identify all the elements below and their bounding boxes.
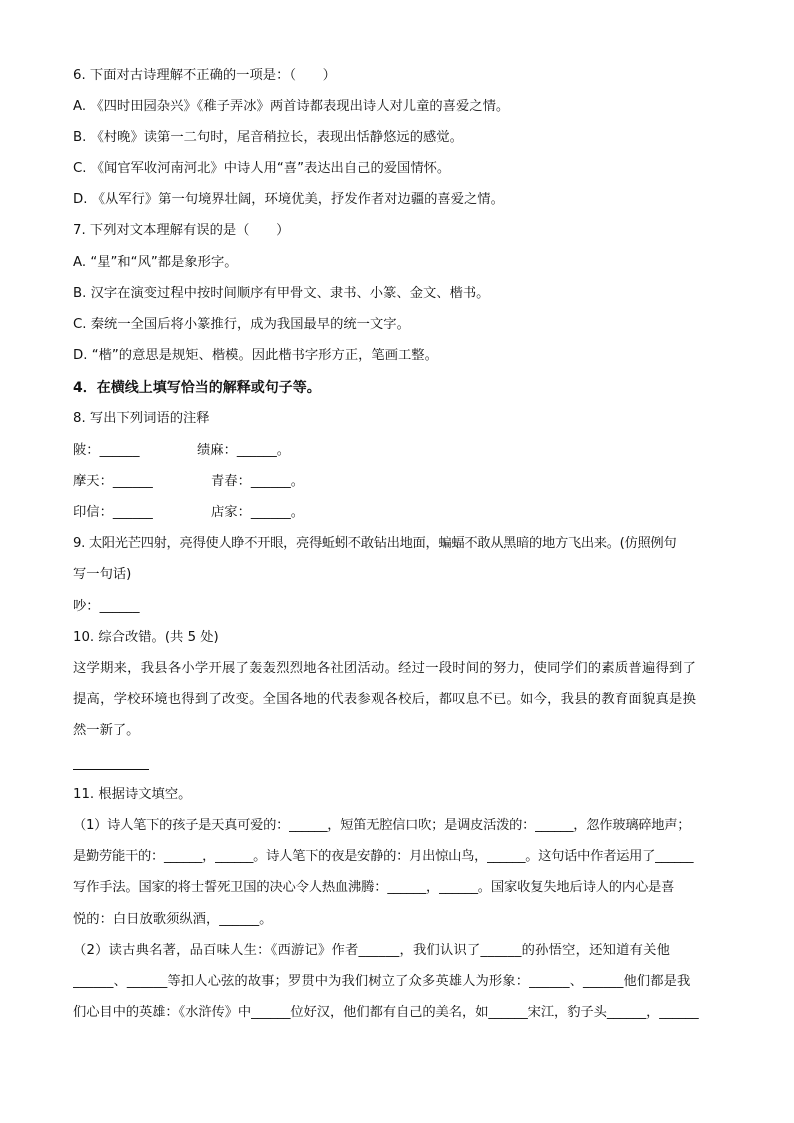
- q8-item: 摩天：______: [73, 474, 153, 489]
- q7-option-d: D. “楷”的意思是规矩、楷模。因此楷书字形方正，笔画工整。: [73, 348, 438, 363]
- q8-row-1: [73, 441, 723, 461]
- q10-answer-line: [73, 769, 149, 770]
- q11-part1-line-1: （1）诗人笔下的孩子是天真可爱的：______，短笛无腔信口吹；是调皮活泼的：______，忽作玻璃碎地声；: [73, 818, 691, 833]
- q11-stem: 11. 根据诗文填空。: [73, 787, 192, 802]
- q6-option-d: D. 《从军行》第一句境界壮阔，环境优美，抒发作者对边疆的喜爱之情。: [73, 192, 504, 207]
- q9-answer: 吵：______: [73, 599, 140, 614]
- q6-option-a: A. 《四时田园杂兴》《稚子弄冰》两首诗都表现出诗人对儿童的喜爱之情。: [73, 99, 510, 114]
- q8-item: 陂：______: [73, 443, 140, 458]
- q8-row-3: [73, 503, 723, 523]
- q8-stem: 8. 写出下列词语的注释: [73, 411, 210, 426]
- q11-part1-line-3: 写作手法。国家的将士誓死卫国的决心令人热血沸腾：______，______。国家收复失地后诗人的内心是喜: [73, 880, 675, 895]
- q11-part1-line-4: 悦的：白日放歌须纵酒，______。: [73, 912, 273, 927]
- q6-option-b: B. 《村晚》读第一二句时，尾音稍拉长，表现出恬静悠远的感觉。: [73, 130, 463, 145]
- q8-item: 店家：______。: [211, 505, 305, 520]
- q7-stem: 7. 下列对文本理解有误的是（ ）: [73, 223, 290, 238]
- q11-part1-line-2: 是勤劳能干的：______，______。诗人笔下的夜是安静的：月出惊山鸟，______。这句话中作者运用了______: [73, 849, 694, 864]
- q10-stem: 10. 综合改错。(共 5 处): [73, 630, 219, 645]
- q11-part2-line-1: （2）读古典名著，品百味人生：《西游记》作者______，我们认识了______的孙悟空，还知道有关他: [73, 943, 671, 958]
- q7-option-c: C. 秦统一全国后将小篆推行，成为我国最早的统一文字。: [73, 317, 410, 332]
- q11-part2-line-3: 们心目中的英雄：《水浒传》中______位好汉，他们都有自己的美名，如______宋江，豹子头______，______: [73, 1005, 699, 1020]
- q7-option-b: B. 汉字在演变过程中按时间顺序有甲骨文、隶书、小篆、金文、楷书。: [73, 286, 490, 301]
- q8-item: 绩麻：______。: [197, 443, 291, 458]
- q10-passage-line-1: 这学期来，我县各小学开展了轰轰烈烈地各社团活动。经过一段时间的努力，使同学们的素质普遍得到了: [73, 661, 697, 676]
- q6-stem: 6. 下面对古诗理解不正确的一项是：（ ）: [73, 68, 336, 83]
- q9-line-1: 9. 太阳光芒四射，亮得使人睁不开眼，亮得蚯蚓不敢钻出地面，蝙蝠不敢从黑暗的地方飞出来。(仿照例句: [73, 536, 677, 551]
- section-4-heading: 4．在横线上填写恰当的解释或句子等。: [73, 380, 321, 396]
- q10-passage-line-2: 提高，学校环境也得到了改变。全国各地的代表参观各校后，都叹息不已。如今，我县的教育面貌真是换: [73, 692, 697, 707]
- q6-option-c: C. 《闻官军收河南河北》中诗人用“喜”表达出自己的爱国情怀。: [73, 161, 451, 176]
- q9-line-2: 写一句话): [73, 567, 132, 582]
- q8-item: 印信：______: [73, 505, 153, 520]
- q11-part2-line-2: ______、______等扣人心弦的故事；罗贯中为我们树立了众多英雄人为形象：______、______他们都是我: [73, 974, 691, 989]
- q8-row-2: [73, 472, 723, 492]
- q7-option-a: A. “星”和“风”都是象形字。: [73, 255, 238, 270]
- q8-item: 青春：______。: [211, 474, 305, 489]
- q10-passage-line-3: 然一新了。: [73, 723, 140, 738]
